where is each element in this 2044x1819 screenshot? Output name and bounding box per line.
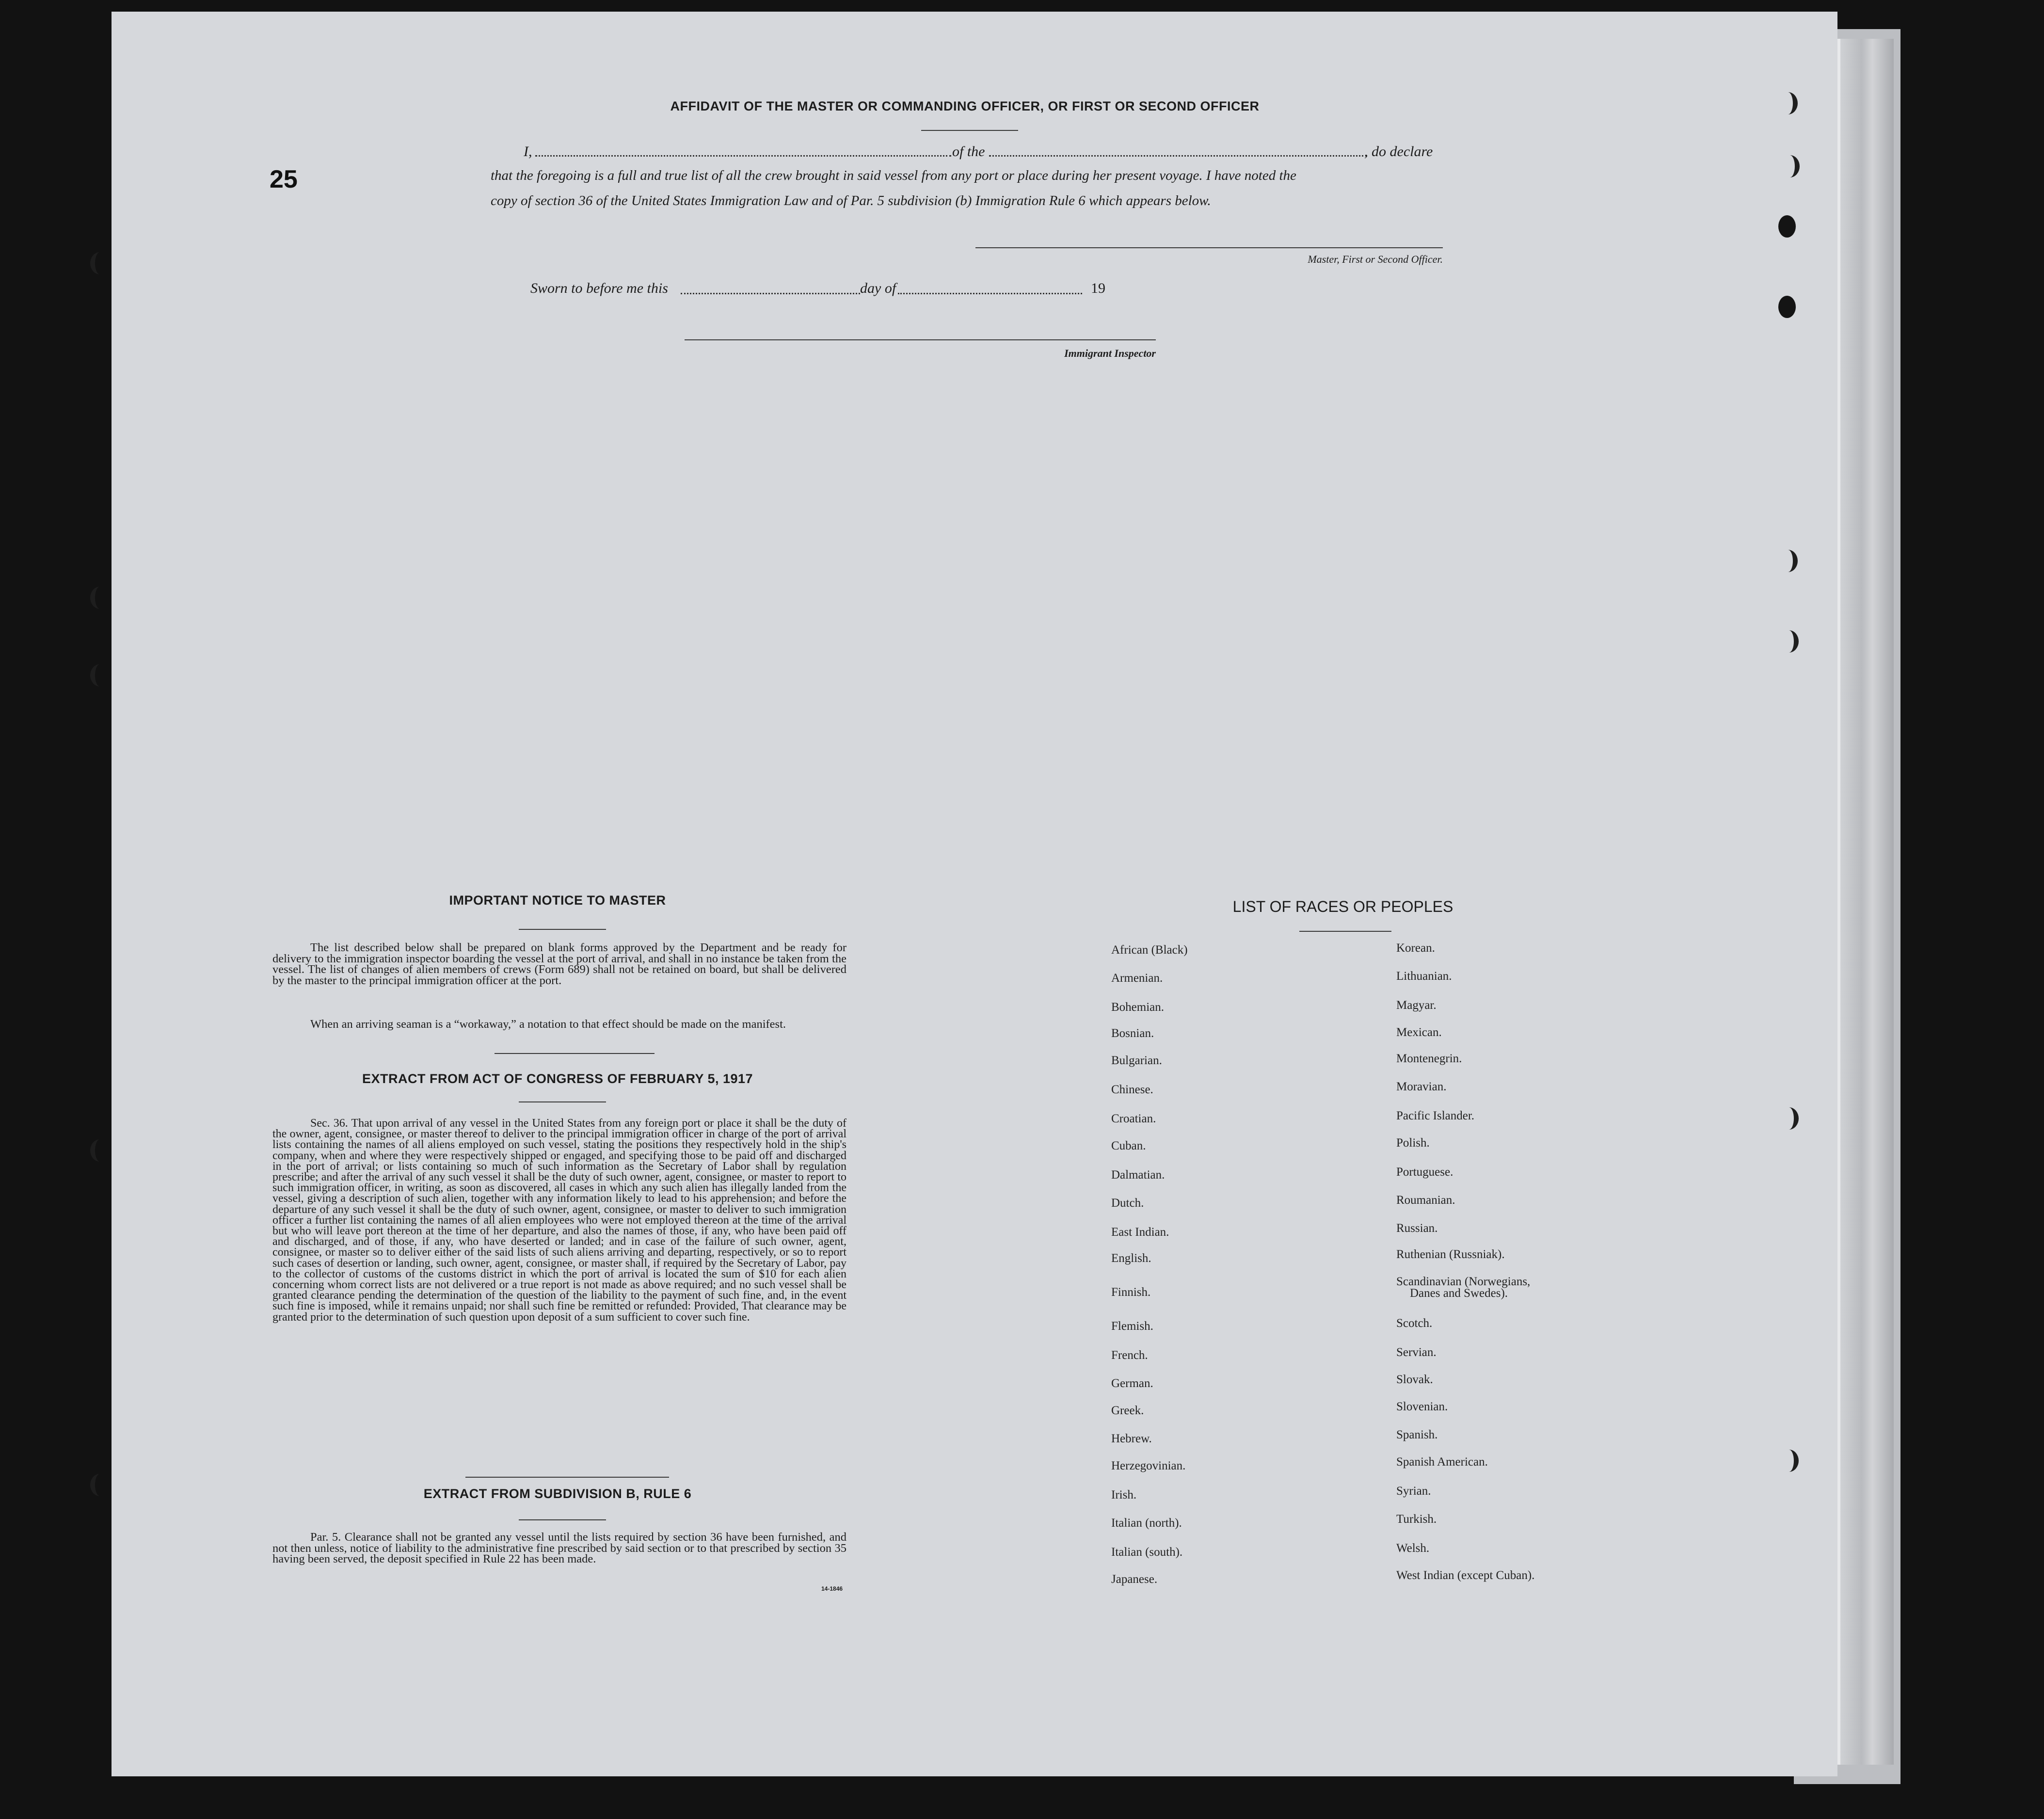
inspector-signature-line[interactable] [685,339,1156,340]
race-right-item: Ruthenian (Russniak). [1396,1248,1505,1261]
race-left-item: Bulgarian. [1111,1054,1162,1067]
binder-hole-icon [1779,630,1799,653]
race-right-item: Moravian. [1396,1080,1447,1093]
affidavit-do-declare: , do declare [1364,144,1433,160]
sworn-label: Sworn to before me this [530,280,668,296]
binder-hole-icon [1780,155,1800,177]
race-right-item: Turkish. [1396,1513,1437,1526]
race-right-item: Danes and Swedes). [1410,1287,1508,1300]
binder-hole-icon [1778,296,1796,318]
binder-hole-icon [1778,550,1798,572]
race-left-item: Japanese. [1111,1573,1158,1586]
master-signature-line[interactable] [975,247,1443,248]
binder-hole-icon [90,664,110,686]
race-right-item: Scotch. [1396,1317,1433,1330]
race-left-item: French. [1111,1349,1148,1362]
binder-hole-icon [1778,215,1796,238]
race-right-item: Roumanian. [1396,1194,1455,1207]
race-left-item: Italian (north). [1111,1516,1182,1530]
extract-rule-rule [519,1519,606,1520]
race-right-item: Montenegrin. [1396,1052,1462,1065]
master-signature-label: Master, First or Second Officer. [1308,253,1443,265]
races-rule [1299,931,1391,932]
race-left-item: Armenian. [1111,972,1163,985]
notice-rule [519,929,606,930]
binder-hole-icon [1778,92,1798,114]
margin-mark: 25 [270,165,298,193]
declaration-line-2: copy of section 36 of the United States Immigration Law and of Par. 5 subdivision (b) Immigration Rule 6 which appears below. [491,193,1211,208]
race-left-item: Finnish. [1111,1286,1151,1299]
race-right-item: West Indian (except Cuban). [1396,1569,1535,1582]
sworn-month-field-line[interactable] [898,293,1082,294]
race-left-item: Dalmatian. [1111,1168,1165,1181]
notice-paragraph-2: When an arriving seaman is a “workaway,” a notation to that effect should be made on the manifest. [310,1018,786,1031]
race-left-item: Bosnian. [1111,1027,1154,1040]
race-left-item: Croatian. [1111,1112,1156,1125]
affidavit-i-label: I, [524,144,532,160]
race-right-item: Syrian. [1396,1484,1431,1498]
binder-hole-icon [1779,1107,1799,1130]
inspector-signature-label: Immigrant Inspector [1064,347,1156,359]
extract-divider [465,1477,669,1478]
race-right-item: Spanish. [1396,1428,1438,1441]
race-left-item: Bohemian. [1111,1001,1165,1014]
notice-title: IMPORTANT NOTICE TO MASTER [449,893,666,908]
extract-act-title: EXTRACT FROM ACT OF CONGRESS OF FEBRUARY 5, 1917 [362,1071,753,1086]
day-of-label: day of [860,280,896,296]
race-right-item: Slovenian. [1396,1400,1448,1413]
binder-hole-icon [1779,1450,1799,1472]
race-right-item: Polish. [1396,1136,1430,1149]
affidavit-of-the-label: of the [952,144,985,160]
binder-hole-icon [90,1474,110,1496]
race-right-item: Spanish American. [1396,1455,1488,1468]
race-right-item: Slovak. [1396,1373,1433,1386]
race-right-item: Pacific Islander. [1396,1109,1475,1122]
binder-hole-icon [90,587,110,609]
race-left-item: African (Black) [1111,943,1188,957]
race-left-item: German. [1111,1377,1153,1390]
race-right-item: Welsh. [1396,1542,1430,1555]
race-right-item: Lithuanian. [1396,970,1452,983]
race-right-item: Servian. [1396,1346,1437,1359]
binder-hole-icon [90,252,110,274]
race-left-item: Herzegovinian. [1111,1459,1186,1472]
year-label: 19 [1091,280,1105,296]
extract-act-rule [519,1101,606,1102]
sworn-day-field-line[interactable] [681,293,860,294]
notice-paragraph-1: The list described below shall be prepared on blank forms approved by the Department and be ready for delivery to the immigration inspector boarding the vessel at the port of arrival, and shall in no instance be taken from the vessel. The list of changes of alien members of crews (Form 689) shall not be retained on board, but shall be delivered by the master to the principal immigration officer at the port. [272,941,846,987]
race-right-item: Mexican. [1396,1026,1442,1039]
page-stack-edges [1837,39,1894,1765]
race-left-item: Chinese. [1111,1083,1153,1096]
race-left-item: Flemish. [1111,1320,1153,1333]
race-left-item: Greek. [1111,1404,1144,1417]
race-right-item: Magyar. [1396,999,1437,1012]
race-left-item: Dutch. [1111,1197,1144,1210]
race-left-item: Cuban. [1111,1139,1146,1152]
form-number: 14-1846 [821,1585,843,1592]
race-left-item: East Indian. [1111,1226,1169,1239]
race-right-item: Scandinavian (Norwegians, [1396,1275,1531,1288]
vessel-field-line[interactable] [989,155,1367,157]
extract-act-text: Sec. 36. That upon arrival of any vessel in the United States from any foreign port or place it shall be the duty of the owner, agent, consignee, or master thereof to deliver to the principal immigration officer in charge of the port of arrival lists containing the names of all aliens employed on such vessel, stating the positions they respectively hold in the ship's company, when and where they were respectively shipped or engaged, and specifying those to be paid off and discharged in the port of arrival; or lists containing so much of such information as the Secretary of Labor shall by regulation prescribe; and after the arrival of any such vessel it shall be the duty of such owner, agent, consignee, or master to report to such immigration officer, in writing, as soon as discovered, all cases in which any such alien has illegally landed from the vessel, giving a description of such alien, together with any information likely to lead to his apprehension; and before the departure of any such vessel it shall be the duty of such owner, agent, consignee, or master to deliver to such immigration officer a further list containing the names of all alien employees who were not employed thereon at the time of the arrival but who will leave port thereon at the time of her departure, and also the names of those, if any, who have been paid off and discharged, and of those, if any, who have deserted or landed; and in case of the failure of such owner, agent, consignee, or master so to deliver either of the said lists of such aliens arriving and departing, respectively, or so to report such cases of desertion or landing, such owner, agent, consignee, or master shall, if required by the Secretary of Labor, pay to the collector of customs of the customs district in which the port of arrival is located the sum of $10 for each alien concerning whom correct lists are not delivered or a true report is not made as above required; and no such vessel shall be granted clearance pending the determination of the question of the liability to the payment of such fine, and, in the event such fine is imposed, while it remains unpaid; nor shall such fine be remitted or refunded: Provided, That clearance may be granted prior to the determination of such question upon deposit of a sum sufficient to cover such fine. [272,1117,846,1324]
extract-rule-title: EXTRACT FROM SUBDIVISION B, RULE 6 [423,1486,692,1501]
race-right-item: Portuguese. [1396,1165,1453,1179]
title-rule [921,130,1018,131]
race-right-item: Korean. [1396,941,1435,955]
races-title: LIST OF RACES OR PEOPLES [1232,898,1453,915]
binder-hole-icon [90,1139,110,1162]
notice-divider [495,1053,655,1054]
name-field-line[interactable] [535,155,951,157]
race-left-item: English. [1111,1252,1151,1265]
race-left-item: Irish. [1111,1488,1137,1501]
declaration-line-1: that the foregoing is a full and true list of all the crew brought in said vessel from any port or place during her present voyage. I have noted the [491,168,1296,183]
affidavit-title: AFFIDAVIT OF THE MASTER OR COMMANDING OFFICER, OR FIRST OR SECOND OFFICER [670,99,1260,113]
race-left-item: Italian (south). [1111,1546,1183,1559]
extract-rule-text: Par. 5. Clearance shall not be granted any vessel until the lists required by section 36 have been furnished, and not then unless, notice of liability to the administrative fine prescribed by said section or to that prescribed by section 35 having been served, the deposit specified in Rule 22 has been made. [272,1531,846,1565]
race-left-item: Hebrew. [1111,1432,1152,1445]
race-right-item: Russian. [1396,1222,1438,1235]
